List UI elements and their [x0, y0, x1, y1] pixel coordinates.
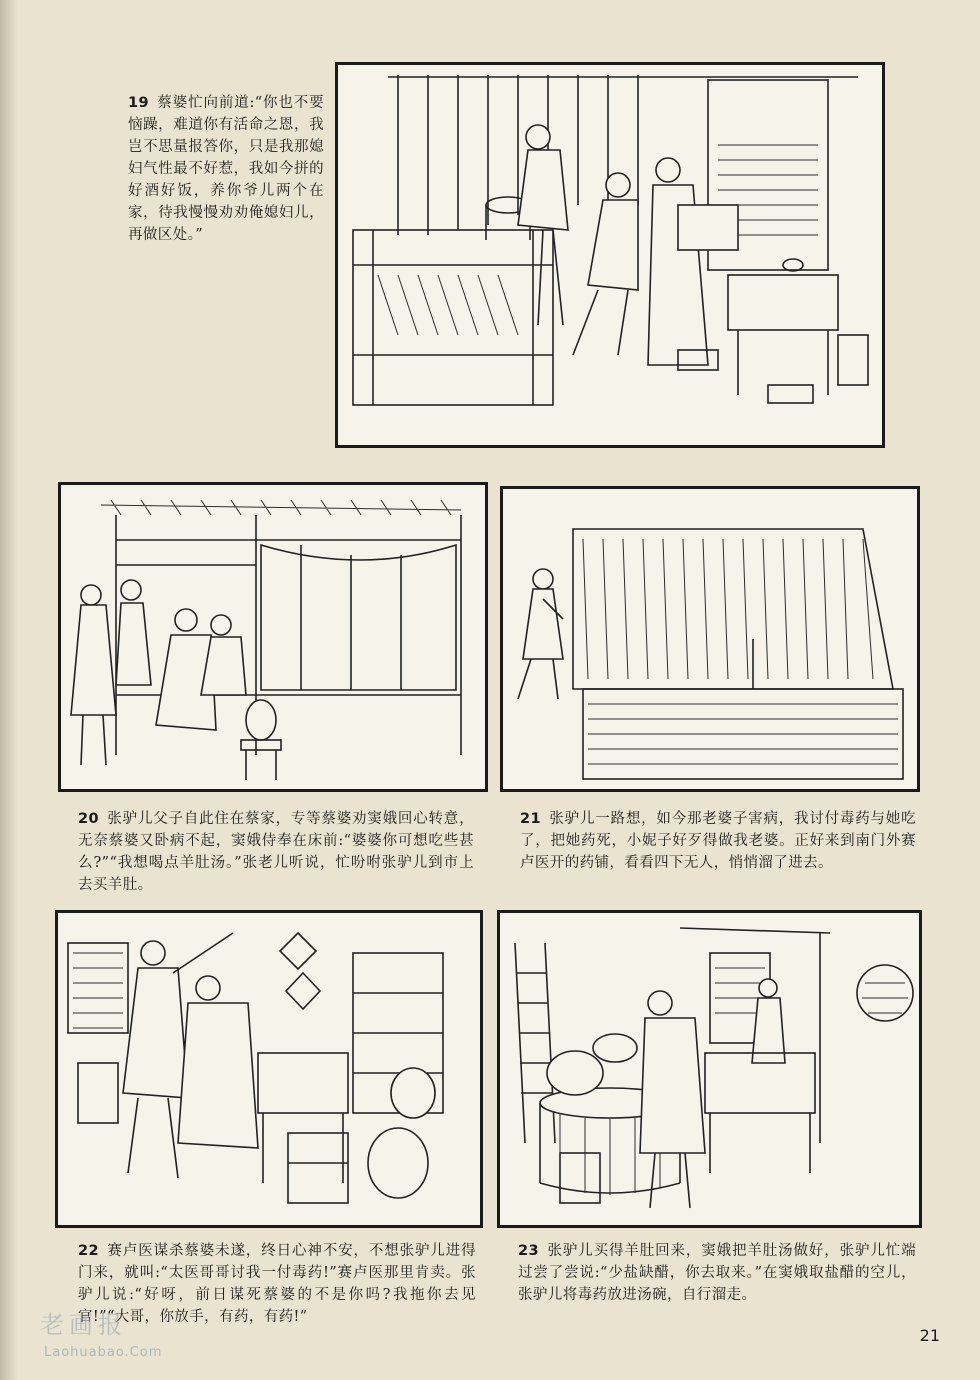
- page-gutter-shadow: [0, 0, 18, 1380]
- panel-19-illustration: [335, 62, 885, 448]
- panel-21-drawing: [503, 489, 917, 789]
- panel-20-text: 张驴儿父子自此住在蔡家，专等蔡婆劝窦娥回心转意，无奈蔡婆又卧病不起，窦娥侍奉在床前:“婆婆你可想吃些甚么?”“我想喝点羊肚汤。”张老儿听说，忙吩咐张驴儿到市上去买羊肚。: [78, 811, 474, 893]
- panel-22-illustration: [55, 910, 483, 1228]
- watermark-url: Laohuabao.Com: [44, 1345, 163, 1360]
- watermark-logo: 老画报: [40, 1311, 127, 1339]
- panel-19-caption: [128, 92, 324, 246]
- panel-20-number: 20: [78, 811, 99, 827]
- panel-19-number: 19: [128, 95, 149, 111]
- page-number: 21: [919, 1326, 940, 1345]
- panel-22-drawing: [58, 913, 480, 1225]
- panel-23-illustration: [497, 910, 922, 1228]
- panel-19-text: 蔡婆忙向前道:“你也不要恼躁，难道你有活命之恩，我岂不思量报答你，只是我那媳妇气性最不好惹，我如今拼的好酒好饭，养你爷儿两个在家，待我慢慢劝劝俺媳妇儿，再做区处。”: [128, 95, 324, 243]
- panel-20-caption: [78, 808, 474, 896]
- panel-21-caption: [520, 808, 916, 874]
- panel-20-illustration: [58, 482, 488, 792]
- panel-23-text: 张驴儿买得羊肚回来，窦娥把羊肚汤做好，张驴儿忙端过尝了尝说:“少盐缺醋，你去取来。”在窦娥取盐醋的空儿，张驴儿将毒药放进汤碗，自行溜走。: [518, 1243, 916, 1303]
- panel-21-illustration: [500, 486, 920, 792]
- panel-21-number: 21: [520, 811, 541, 827]
- panel-22-caption: [78, 1240, 476, 1328]
- panel-20-drawing: [61, 485, 485, 789]
- panel-23-number: 23: [518, 1243, 539, 1259]
- panel-22-number: 22: [78, 1243, 99, 1259]
- panel-23-caption: [518, 1240, 916, 1306]
- panel-23-drawing: [500, 913, 919, 1225]
- panel-22-text: 赛卢医谋杀蔡婆未遂，终日心神不安，不想张驴儿进得门来，就叫:“太医哥哥讨我一付毒药!”赛卢医那里肯卖。张驴儿说:“好呀，前日谋死蔡婆的不是你吗?我拖你去见官!”“大哥，你放手，有药，有药!”: [78, 1243, 476, 1325]
- panel-21-text: 张驴儿一路想，如今那老婆子害病，我讨付毒药与她吃了，把她药死，小妮子好歹得做我老婆。正好来到南门外赛卢医开的药铺，看看四下无人，悄悄溜了进去。: [520, 811, 916, 871]
- panel-19-drawing: [338, 65, 882, 445]
